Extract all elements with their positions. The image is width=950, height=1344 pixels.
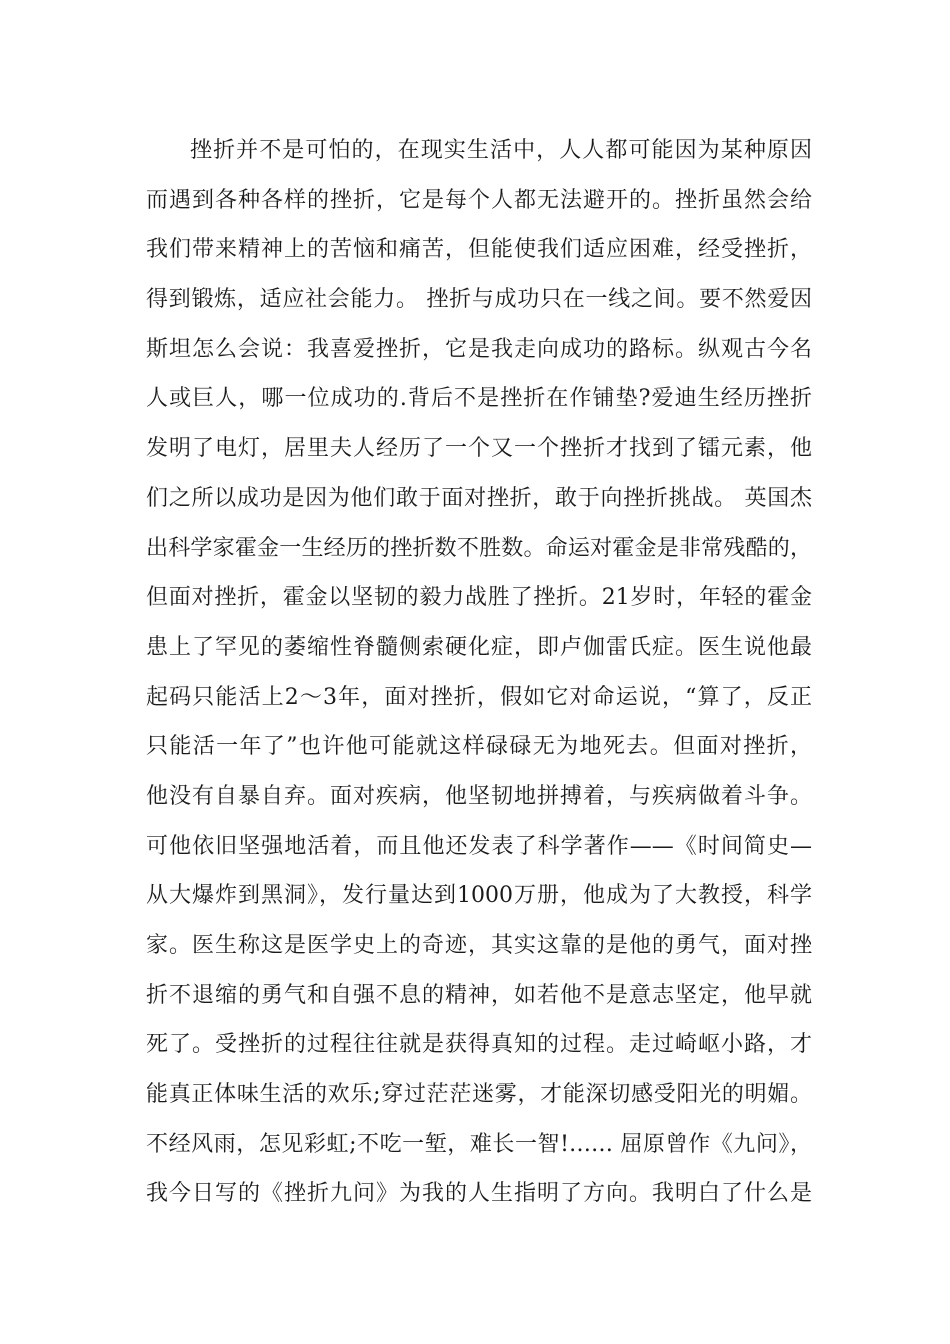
text-line: 患上了罕见的萎缩性脊髓侧索硬化症，即卢伽雷氏症。医生说他最 <box>146 634 812 660</box>
text-line: 但面对挫折，霍金以坚韧的毅力战胜了挫折。21岁时，年轻的霍金 <box>146 585 812 611</box>
text-line: 家。医生称这是医学史上的奇迹，其实这靠的是他的勇气，面对挫 <box>146 933 812 958</box>
text-line: 他没有自暴自弃。面对疾病，他坚韧地拼搏着，与疾病做着斗争。 <box>146 783 812 809</box>
text-line: 出科学家霍金一生经历的挫折数不胜数。命运对霍金是非常残酷的， <box>146 535 812 561</box>
text-line: 死了。受挫折的过程往往就是获得真知的过程。走过崎岖小路，才 <box>146 1032 812 1058</box>
text-line: 不经风雨，怎见彩虹;不吃一堑，难长一智!…… 屈原曾作《九问》， <box>146 1131 812 1157</box>
text-line: 发明了电灯，居里夫人经历了一个又一个挫折才找到了镭元素，他 <box>146 436 812 462</box>
text-line: 而遇到各种各样的挫折，它是每个人都无法避开的。挫折虽然会给 <box>146 187 812 213</box>
text-line: 只能活一年了”也许他可能就这样碌碌无为地死去。但面对挫折， <box>146 734 812 760</box>
text-line: 可他依旧坚强地活着，而且他还发表了科学著作——《时间简史— <box>146 833 812 859</box>
text-line: 得到锻炼，适应社会能力。 挫折与成功只在一线之间。要不然爱因 <box>146 287 812 313</box>
text-line: 们之所以成功是因为他们敢于面对挫折，敢于向挫折挑战。 英国杰 <box>146 485 812 511</box>
essay-paragraph <box>146 126 812 1219</box>
text-line: 从大爆炸到黑洞》，发行量达到1000万册，他成为了大教授，科学 <box>146 883 812 909</box>
text-line: 我今日写的《挫折九问》为我的人生指明了方向。我明白了什么是 <box>146 1181 812 1207</box>
text-line: 我们带来精神上的苦恼和痛苦，但能使我们适应困难，经受挫折， <box>146 237 812 263</box>
text-line: 挫折并不是可怕的，在现实生活中，人人都可能因为某种原因 <box>190 138 812 163</box>
text-line: 斯坦怎么会说：我喜爱挫折，它是我走向成功的路标。纵观古今名 <box>146 336 812 362</box>
text-line: 能真正体味生活的欢乐;穿过茫茫迷雾，才能深切感受阳光的明媚。 <box>146 1082 812 1108</box>
text-line: 折不退缩的勇气和自强不息的精神，如若他不是意志坚定，他早就 <box>146 982 812 1008</box>
text-line: 人或巨人，哪一位成功的.背后不是挫折在作铺垫?爱迪生经历挫折 <box>146 386 812 412</box>
text-line: 起码只能活上2～3年，面对挫折，假如它对命运说，“算了，反正 <box>146 684 812 710</box>
